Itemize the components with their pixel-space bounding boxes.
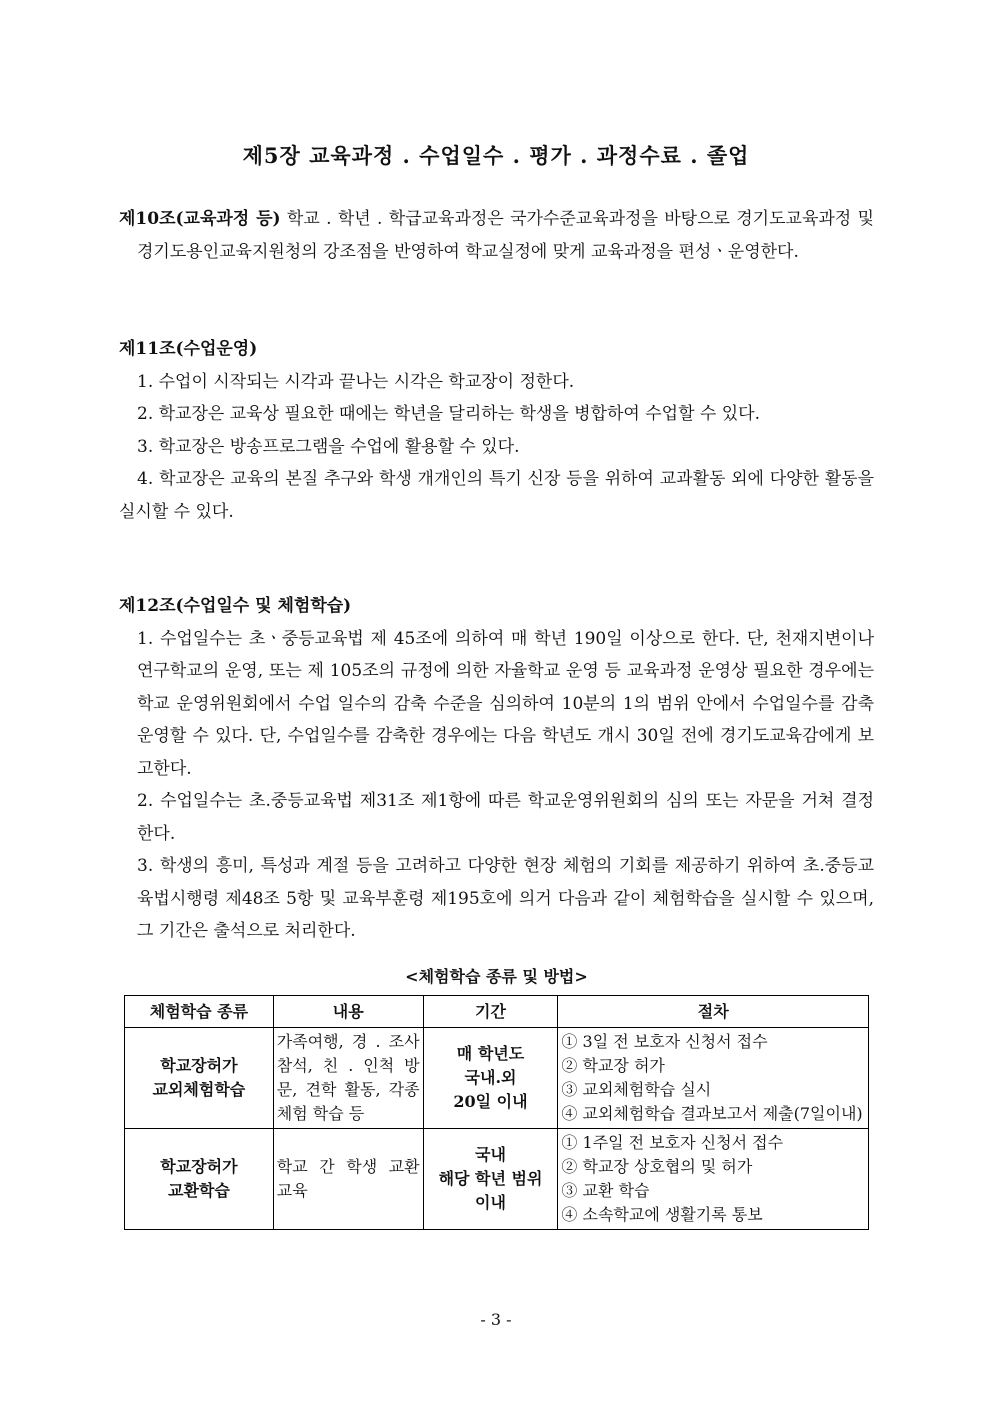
article-10-text — [119, 203, 874, 268]
cell-type — [125, 1129, 274, 1230]
cell-content: 학교 간 학생 교환 교육 — [273, 1129, 423, 1230]
header-type: 체험학습 종류 — [125, 996, 274, 1028]
procedure-step: ② 학교장 상호협의 및 허가 — [561, 1157, 753, 1176]
article-11-item-2: 2. 학교장은 교육상 필요한 때에는 학년을 달리하는 학생을 병합하여 수업할 수 있다. — [137, 404, 760, 424]
procedure-step: ④ 소속학교에 생활기록 통보 — [561, 1205, 763, 1224]
article-12-item-3: 3. 학생의 흥미, 특성과 계절 등을 고려하고 다양한 현장 체험의 기회를 제공하기 위하여 초.중등교육법시행령 제48조 5항 및 교육부훈령 제195호에 의거 다음과 같이 체험학습을 실시할 수 있으며, 그 기간은 출석으로 처리한다. — [137, 856, 874, 941]
header-procedure: 절차 — [558, 996, 869, 1028]
procedure-step: ④ 교외체험학습 결과보고서 제출(7일이내) — [561, 1104, 863, 1123]
cell-content: 가족여행, 경 . 조사 참석, 친 . 인척 방문, 견학 활동, 각종 체험 학습 등 — [273, 1028, 423, 1129]
procedure-step: ① 1주일 전 보호자 신청서 접수 — [561, 1133, 784, 1152]
cell-procedure — [558, 1129, 869, 1230]
procedure-step: ③ 교외체험학습 실시 — [561, 1080, 712, 1099]
article-12-heading: 제12조(수업일수 및 체험학습) — [119, 596, 352, 616]
period-line: 국내 — [475, 1145, 506, 1164]
period-line: 20일 이내 — [453, 1092, 528, 1111]
type-line: 교환학습 — [167, 1181, 230, 1200]
table-row — [125, 1129, 869, 1230]
cell-period — [423, 1129, 558, 1230]
article-10 — [119, 203, 874, 268]
period-line: 해당 학년 범위 — [438, 1169, 543, 1188]
header-content: 내용 — [273, 996, 423, 1028]
cell-period — [423, 1028, 558, 1129]
article-10-body: 학교 . 학년 . 학급교육과정은 국가수준교육과정을 바탕으로 경기도교육과정 및 경기도용인교육지원청의 강조점을 반영하여 학교실정에 맞게 교육과정을 편성ㆍ운영한다. — [137, 209, 874, 262]
article-10-heading: 제10조(교육과정 등) — [119, 209, 281, 229]
procedure-step: ③ 교환 학습 — [561, 1181, 650, 1200]
table-caption: <체험학습 종류 및 방법> — [405, 967, 588, 986]
table-header-row — [125, 996, 869, 1028]
article-11-item-1: 1. 수업이 시작되는 시각과 끝나는 시각은 학교장이 정한다. — [137, 371, 575, 392]
period-line: 이내 — [475, 1193, 506, 1212]
procedure-step: ① 3일 전 보호자 신청서 접수 — [561, 1032, 768, 1051]
article-11 — [119, 333, 874, 528]
page-number: - 3 - — [480, 1310, 512, 1329]
period-line: 국내.외 — [464, 1068, 517, 1087]
article-11-item-3: 3. 학교장은 방송프로그램을 수업에 활용할 수 있다. — [137, 436, 520, 457]
type-line: 교외체험학습 — [152, 1080, 246, 1099]
article-12-item-1: 1. 수업일수는 초ㆍ중등교육법 제 45조에 의하여 매 학년 190일 이상으로 한다. 단, 천재지변이나 연구학교의 운영, 또는 제 105조의 규정에 의한 자율학교 운영 등 교육과정 운영상 필요한 경우에는 학교 운영위원회에서 수업 일수의 감축 수준을 심의하여 10분의 1의 범위 안에서 수업일수를 감축 운영할 수 있다. 단, 수업일수를 감축한 경우에는 다음 학년도 개시 30일 전에 경기도교육감에게 보고한다. — [137, 628, 874, 779]
article-11-heading: 제11조(수업운영) — [119, 339, 258, 359]
article-11-item-4: 4. 학교장은 교육의 본질 추구와 학생 개개인의 특기 신장 등을 위하여 교과활동 외에 다양한 활동을 실시할 수 있다. — [119, 469, 874, 522]
page-title: 제5장 교육과정 . 수업일수 . 평가 . 과정수료 . 졸업 — [242, 143, 750, 168]
cell-procedure — [558, 1028, 869, 1129]
header-period: 기간 — [423, 996, 558, 1028]
experience-learning-table — [124, 995, 869, 1230]
table-row — [125, 1028, 869, 1129]
procedure-step: ② 학교장 허가 — [561, 1056, 665, 1075]
cell-type — [125, 1028, 274, 1129]
type-line: 학교장허가 — [160, 1056, 238, 1075]
type-line: 학교장허가 — [160, 1157, 238, 1176]
period-line: 매 학년도 — [456, 1044, 525, 1063]
article-12-item-2: 2. 수업일수는 초.중등교육법 제31조 제1항에 따른 학교운영위원회의 심의 또는 자문을 거쳐 결정한다. — [137, 791, 874, 844]
article-12 — [119, 590, 874, 948]
